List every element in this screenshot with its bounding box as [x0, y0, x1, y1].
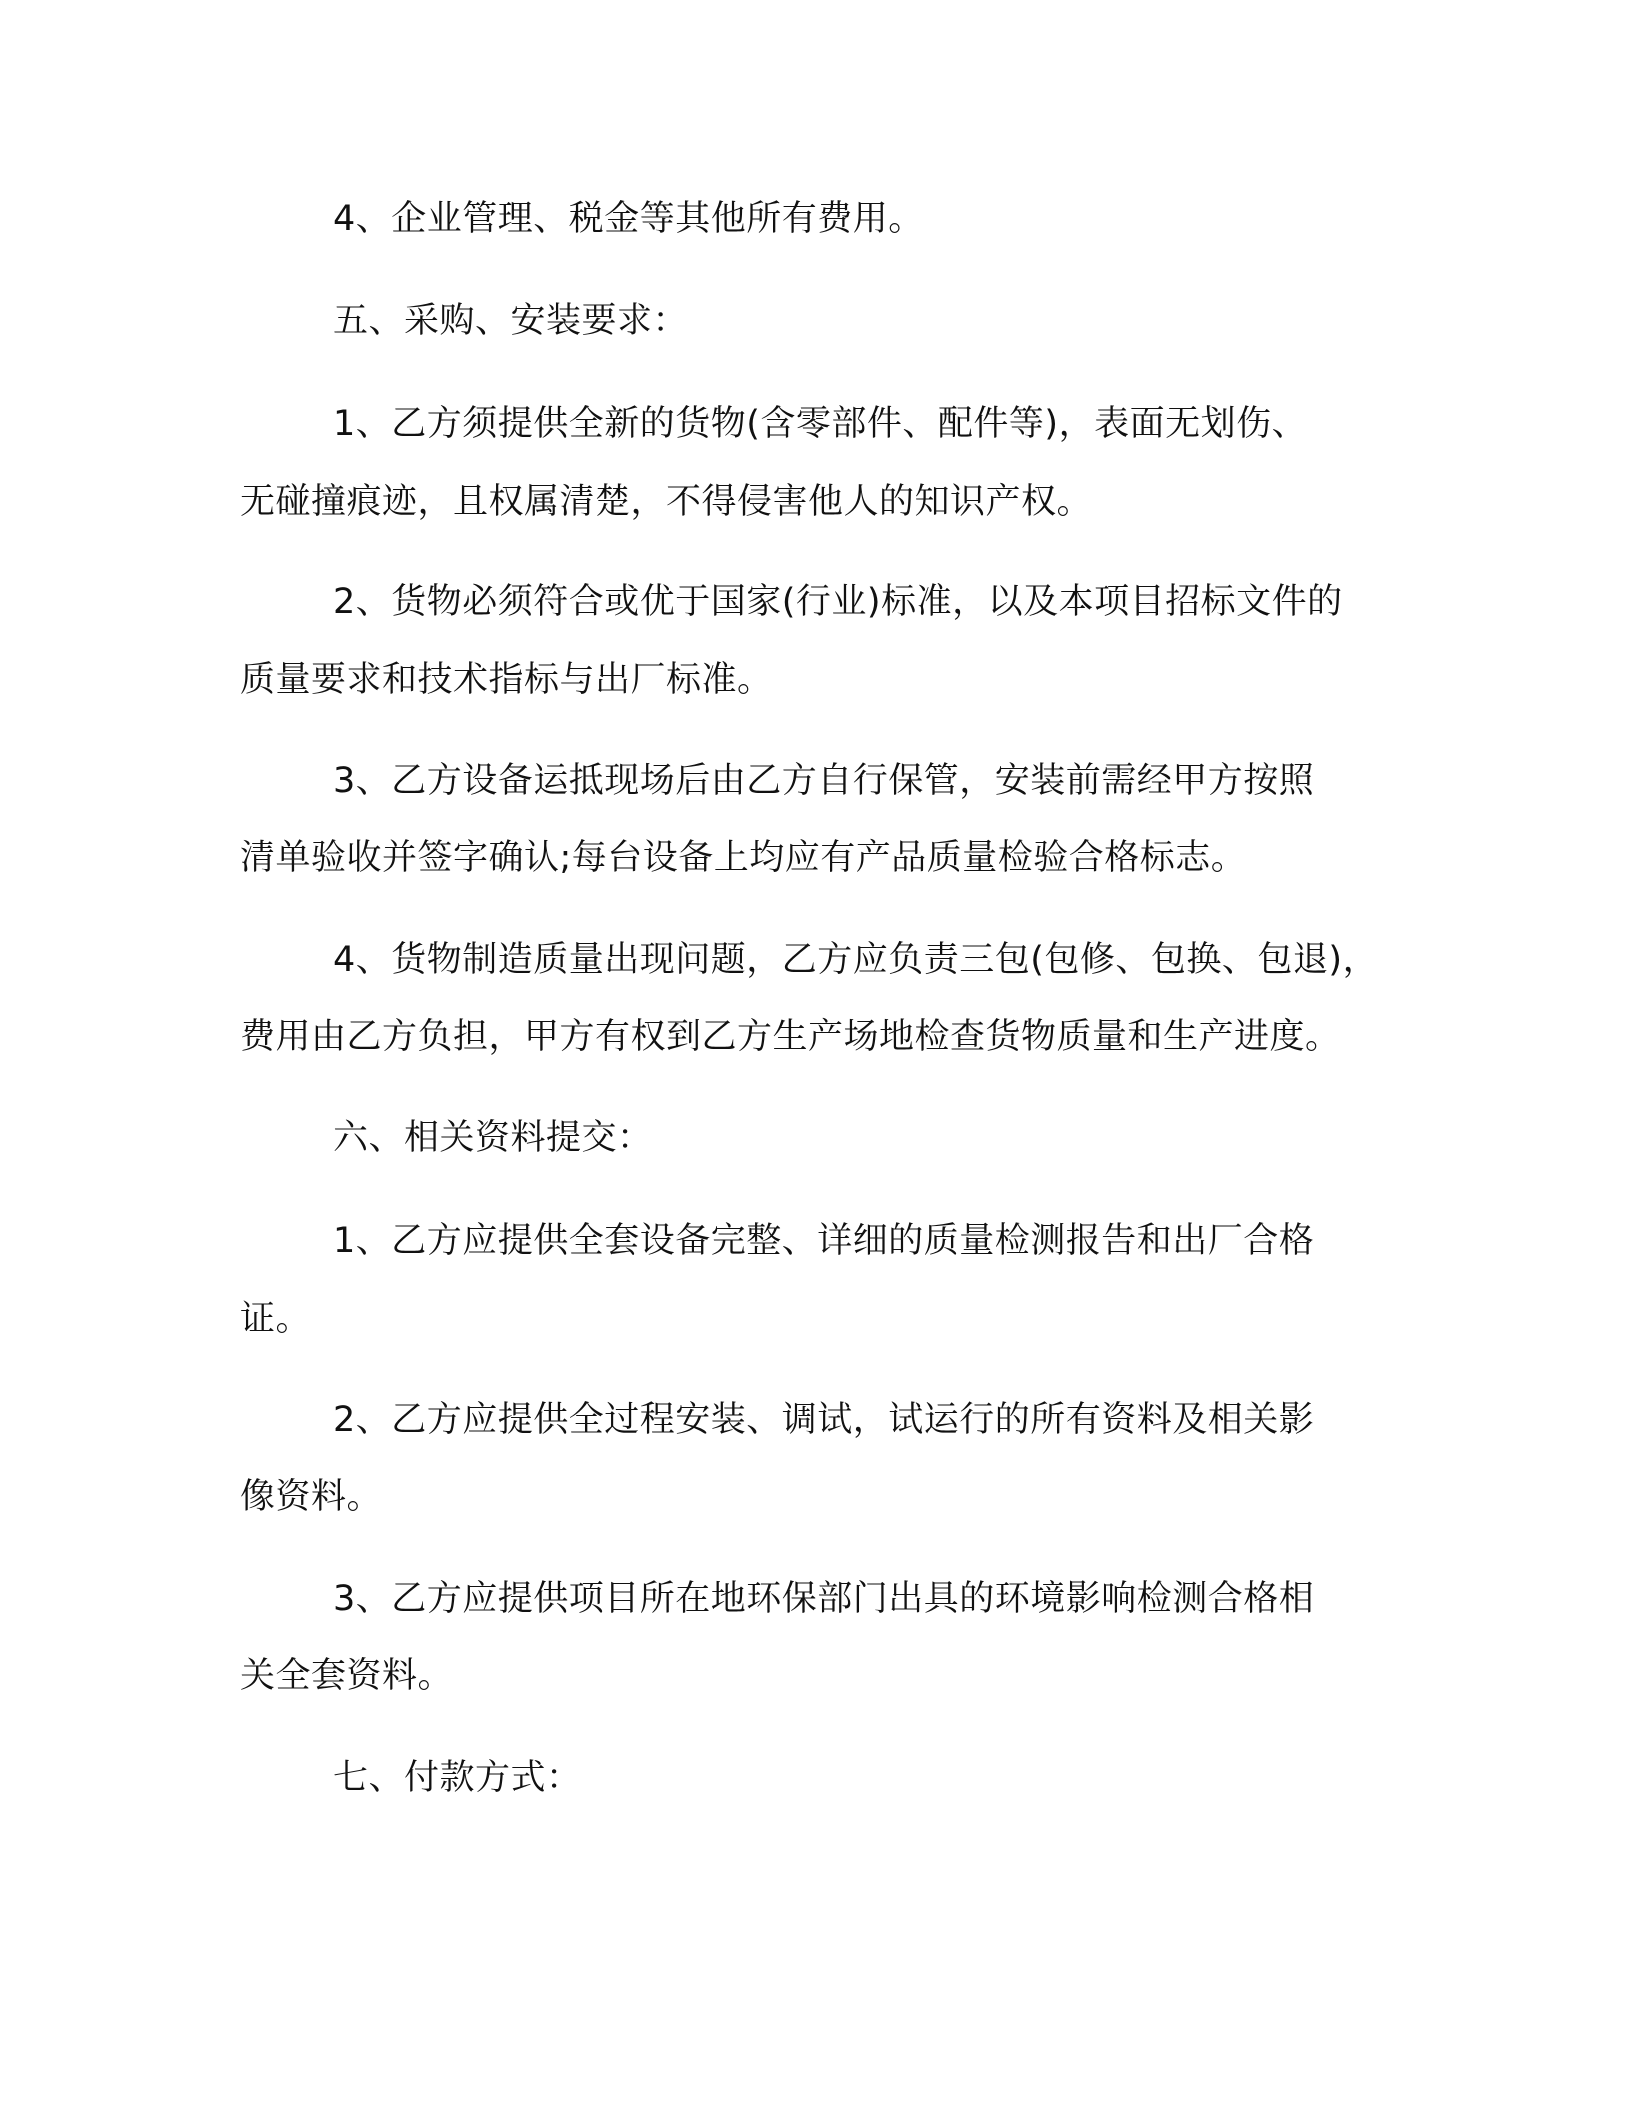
section-6-heading: 六、相关资料提交： — [333, 1118, 653, 1158]
section-5-item-2-line-2: 质量要求和技术指标与出厂标准。 — [240, 660, 773, 700]
section-5-item-4-line-1: 4、货物制造质量出现问题，乙方应负责三包(包修、包换、包退)， — [333, 940, 1379, 980]
section-5-item-3-line-1: 3、乙方设备运抵现场后由乙方自行保管，安装前需经甲方按照 — [333, 761, 1315, 801]
section-6-item-3-line-2: 关全套资料。 — [240, 1656, 454, 1696]
section-5-item-4-line-2: 费用由乙方负担，甲方有权到乙方生产场地检查货物质量和生产进度。 — [240, 1017, 1341, 1057]
section-6-item-1-line-2: 证。 — [240, 1299, 312, 1339]
section-6-item-1-line-1: 1、乙方应提供全套设备完整、详细的质量检测报告和出厂合格 — [333, 1221, 1315, 1261]
section-5-heading: 五、采购、安装要求： — [333, 301, 689, 341]
section-5-item-1-line-1: 1、乙方须提供全新的货物(含零部件、配件等)，表面无划伤、 — [333, 404, 1308, 444]
section-5-item-3-line-2: 清单验收并签字确认;每台设备上均应有产品质量检验合格标志。 — [240, 838, 1247, 878]
section-6-item-2-line-1: 2、乙方应提供全过程安装、调试，试运行的所有资料及相关影 — [333, 1400, 1315, 1440]
section-7-heading: 七、付款方式： — [333, 1758, 582, 1798]
section-5-item-2-line-1: 2、货物必须符合或优于国家(行业)标准，以及本项目招标文件的 — [333, 582, 1343, 622]
section-6-item-2-line-2: 像资料。 — [240, 1477, 383, 1517]
item-4-fees: 4、企业管理、税金等其他所有费用。 — [333, 199, 924, 239]
section-6-item-3-line-1: 3、乙方应提供项目所在地环保部门出具的环境影响检测合格相 — [333, 1579, 1315, 1619]
section-5-item-1-line-2: 无碰撞痕迹，且权属清楚，不得侵害他人的知识产权。 — [240, 482, 1093, 522]
